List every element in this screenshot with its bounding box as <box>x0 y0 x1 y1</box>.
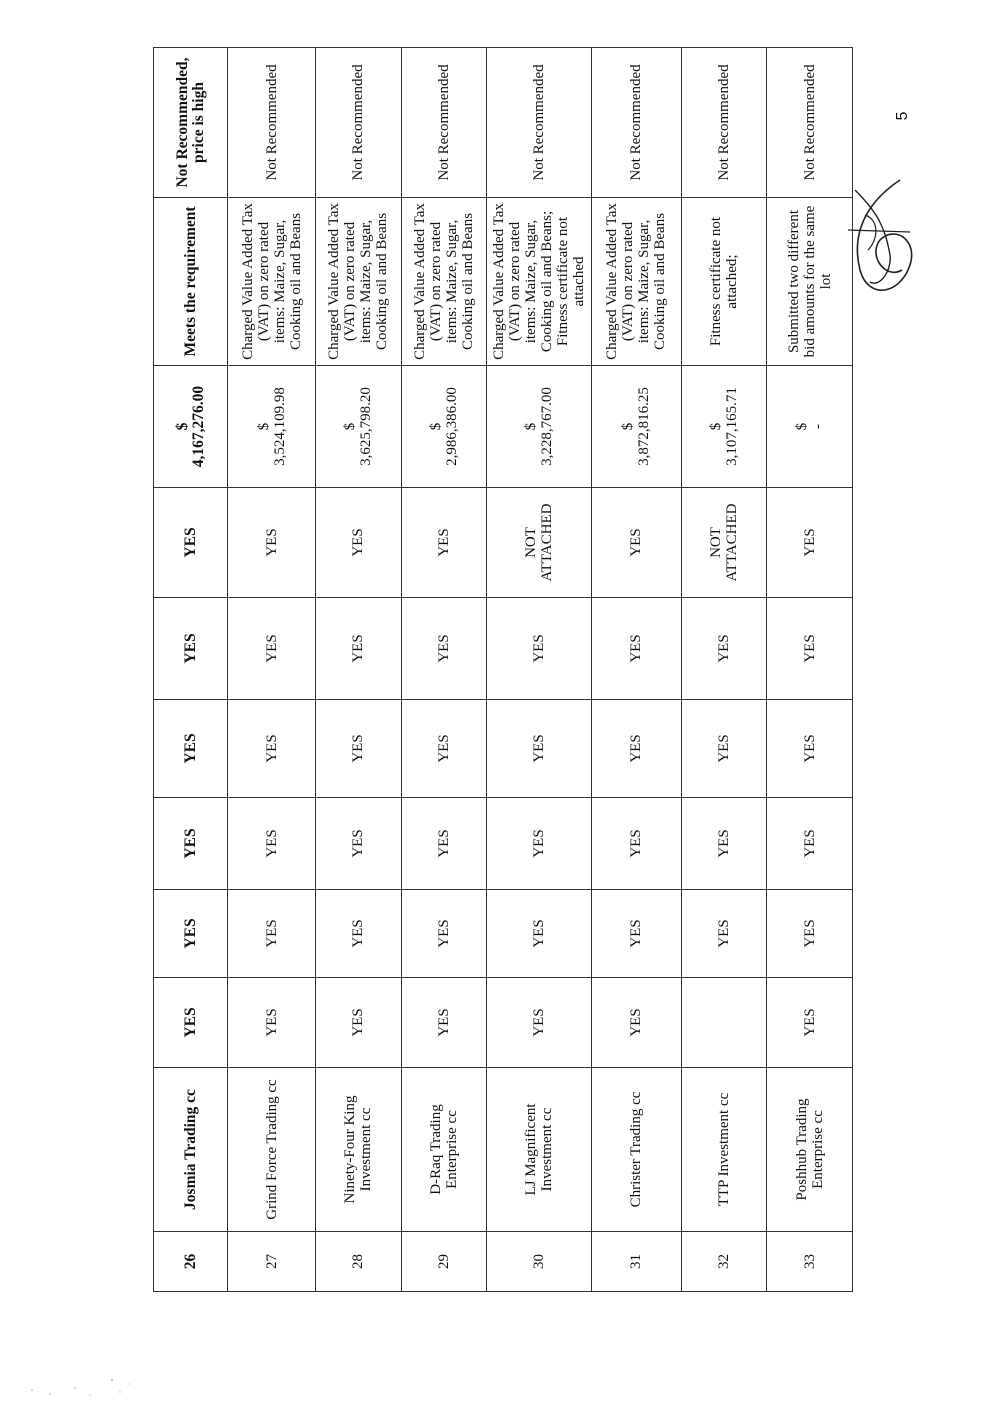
cell-criterion-3: YES <box>154 798 228 890</box>
cell-number: 32 <box>681 1232 767 1292</box>
cell-number: 27 <box>228 1232 316 1292</box>
cell-bid-amount <box>681 366 767 488</box>
table-row <box>487 48 591 1292</box>
table-row <box>316 48 402 1292</box>
cell-number: 26 <box>154 1232 228 1292</box>
cell-requirement: Charged Value Added Tax (VAT) on zero rated items: Maize, Sugar, Cooking oil and Beans <box>228 198 316 366</box>
cell-recommendation: Not Recommended <box>228 48 316 198</box>
cell-criterion-3: YES <box>487 798 591 890</box>
cell-bidder: Ninety-Four King Investment cc <box>316 1068 402 1232</box>
cell-criterion-1: YES <box>316 978 402 1068</box>
rotated-table-container <box>153 48 853 1292</box>
cell-criterion-6: YES <box>767 488 853 598</box>
bid-evaluation-table <box>153 47 853 1292</box>
scan-specks <box>20 1370 140 1400</box>
cell-requirement: Fitness certificate not attached; <box>681 198 767 366</box>
cell-criterion-5: YES <box>401 598 487 700</box>
cell-bid-amount <box>591 366 681 488</box>
cell-criterion-2: YES <box>681 890 767 978</box>
cell-criterion-2: YES <box>767 890 853 978</box>
cell-criterion-2: YES <box>316 890 402 978</box>
cell-criterion-3: YES <box>591 798 681 890</box>
currency-symbol: $ <box>620 422 637 431</box>
currency-symbol: $ <box>342 422 359 431</box>
amount-value: 3,524,109.98 <box>271 387 288 466</box>
cell-criterion-3: YES <box>767 798 853 890</box>
cell-criterion-1: YES <box>401 978 487 1068</box>
cell-requirement: Submitted two different bid amounts for the same lot <box>767 198 853 366</box>
cell-bid-amount <box>316 366 402 488</box>
cell-criterion-2: YES <box>401 890 487 978</box>
amount-value: 4,167,276.00 <box>189 385 207 468</box>
cell-criterion-1: YES <box>591 978 681 1068</box>
cell-number: 31 <box>591 1232 681 1292</box>
cell-bid-amount <box>154 366 228 488</box>
cell-bidder: D-Raq Trading Enterprise cc <box>401 1068 487 1232</box>
cell-criterion-2: YES <box>591 890 681 978</box>
amount-value: 3,872,816.25 <box>636 387 653 466</box>
cell-criterion-4: YES <box>767 700 853 798</box>
cell-criterion-3: YES <box>681 798 767 890</box>
evaluation-table-wrapper <box>153 48 853 1292</box>
cell-recommendation: Not Recommended <box>401 48 487 198</box>
cell-criterion-3: YES <box>401 798 487 890</box>
cell-recommendation: Not Recommended, price is high <box>154 48 228 198</box>
cell-criterion-1: YES <box>154 978 228 1068</box>
cell-number: 28 <box>316 1232 402 1292</box>
cell-bidder: Josmia Trading cc <box>154 1068 228 1232</box>
cell-criterion-2: YES <box>228 890 316 978</box>
cell-criterion-6: NOT ATTACHED <box>487 488 591 598</box>
amount-value: 3,625,798.20 <box>358 387 375 466</box>
cell-number: 33 <box>767 1232 853 1292</box>
cell-criterion-6: NOT ATTACHED <box>681 488 767 598</box>
table-row <box>591 48 681 1292</box>
cell-criterion-1: YES <box>228 978 316 1068</box>
cell-criterion-6: YES <box>228 488 316 598</box>
cell-criterion-1: YES <box>767 978 853 1068</box>
amount-value: 3,228,767.00 <box>539 387 556 466</box>
cell-criterion-2: YES <box>487 890 591 978</box>
cell-criterion-3: YES <box>316 798 402 890</box>
cell-criterion-4: YES <box>401 700 487 798</box>
cell-bidder: LJ Magnificent Investment cc <box>487 1068 591 1232</box>
cell-criterion-5: YES <box>591 598 681 700</box>
cell-criterion-4: YES <box>316 700 402 798</box>
amount-value: - <box>809 424 826 429</box>
cell-requirement: Charged Value Added Tax (VAT) on zero rated items: Maize, Sugar, Cooking oil and Beans; Fitness certificate not attached <box>487 198 591 366</box>
amount-value: 3,107,165.71 <box>723 387 740 466</box>
cell-bid-amount <box>487 366 591 488</box>
cell-bid-amount <box>401 366 487 488</box>
table-row <box>401 48 487 1292</box>
cell-recommendation: Not Recommended <box>767 48 853 198</box>
cell-criterion-5: YES <box>316 598 402 700</box>
cell-criterion-6: YES <box>316 488 402 598</box>
cell-criterion-6: YES <box>591 488 681 598</box>
cell-criterion-6: YES <box>401 488 487 598</box>
cell-criterion-1: YES <box>487 978 591 1068</box>
cell-requirement: Meets the requirement <box>154 198 228 366</box>
cell-criterion-4: YES <box>154 700 228 798</box>
amount-value: 2,986,386.00 <box>444 387 461 466</box>
cell-criterion-4: YES <box>591 700 681 798</box>
cell-criterion-4: YES <box>228 700 316 798</box>
cell-recommendation: Not Recommended <box>487 48 591 198</box>
cell-bidder: Christer Trading cc <box>591 1068 681 1232</box>
table-header-row <box>154 48 228 1292</box>
cell-criterion-5: YES <box>767 598 853 700</box>
cell-criterion-6: YES <box>154 488 228 598</box>
cell-criterion-5: YES <box>154 598 228 700</box>
cell-criterion-5: YES <box>681 598 767 700</box>
currency-symbol: $ <box>428 422 445 431</box>
page-number: 5 <box>894 111 911 121</box>
cell-bidder: TTP Investment cc <box>681 1068 767 1232</box>
currency-symbol: $ <box>173 422 191 431</box>
cell-bid-amount <box>767 366 853 488</box>
cell-requirement: Charged Value Added Tax (VAT) on zero rated items: Maize, Sugar, Cooking oil and Beans <box>591 198 681 366</box>
cell-number: 29 <box>401 1232 487 1292</box>
handwritten-signature <box>840 170 920 310</box>
cell-criterion-4: YES <box>681 700 767 798</box>
cell-criterion-4: YES <box>487 700 591 798</box>
cell-requirement: Charged Value Added Tax (VAT) on zero rated items: Maize, Sugar, Cooking oil and Beans <box>401 198 487 366</box>
currency-symbol: $ <box>523 422 540 431</box>
table-row <box>228 48 316 1292</box>
cell-requirement: Charged Value Added Tax (VAT) on zero rated items: Maize, Sugar, Cooking oil and Beans <box>316 198 402 366</box>
currency-symbol: $ <box>793 422 810 431</box>
cell-recommendation: Not Recommended <box>316 48 402 198</box>
cell-bid-amount <box>228 366 316 488</box>
cell-recommendation: Not Recommended <box>591 48 681 198</box>
cell-criterion-3: YES <box>228 798 316 890</box>
table-row <box>681 48 767 1292</box>
cell-recommendation: Not Recommended <box>681 48 767 198</box>
cell-criterion-5: YES <box>228 598 316 700</box>
cell-bidder: Poshhub Trading Enterprise cc <box>767 1068 853 1232</box>
cell-criterion-2: YES <box>154 890 228 978</box>
currency-symbol: $ <box>707 422 724 431</box>
currency-symbol: $ <box>255 422 272 431</box>
cell-bidder: Grind Force Trading cc <box>228 1068 316 1232</box>
cell-criterion-5: YES <box>487 598 591 700</box>
cell-number: 30 <box>487 1232 591 1292</box>
cell-criterion-1 <box>681 978 767 1068</box>
